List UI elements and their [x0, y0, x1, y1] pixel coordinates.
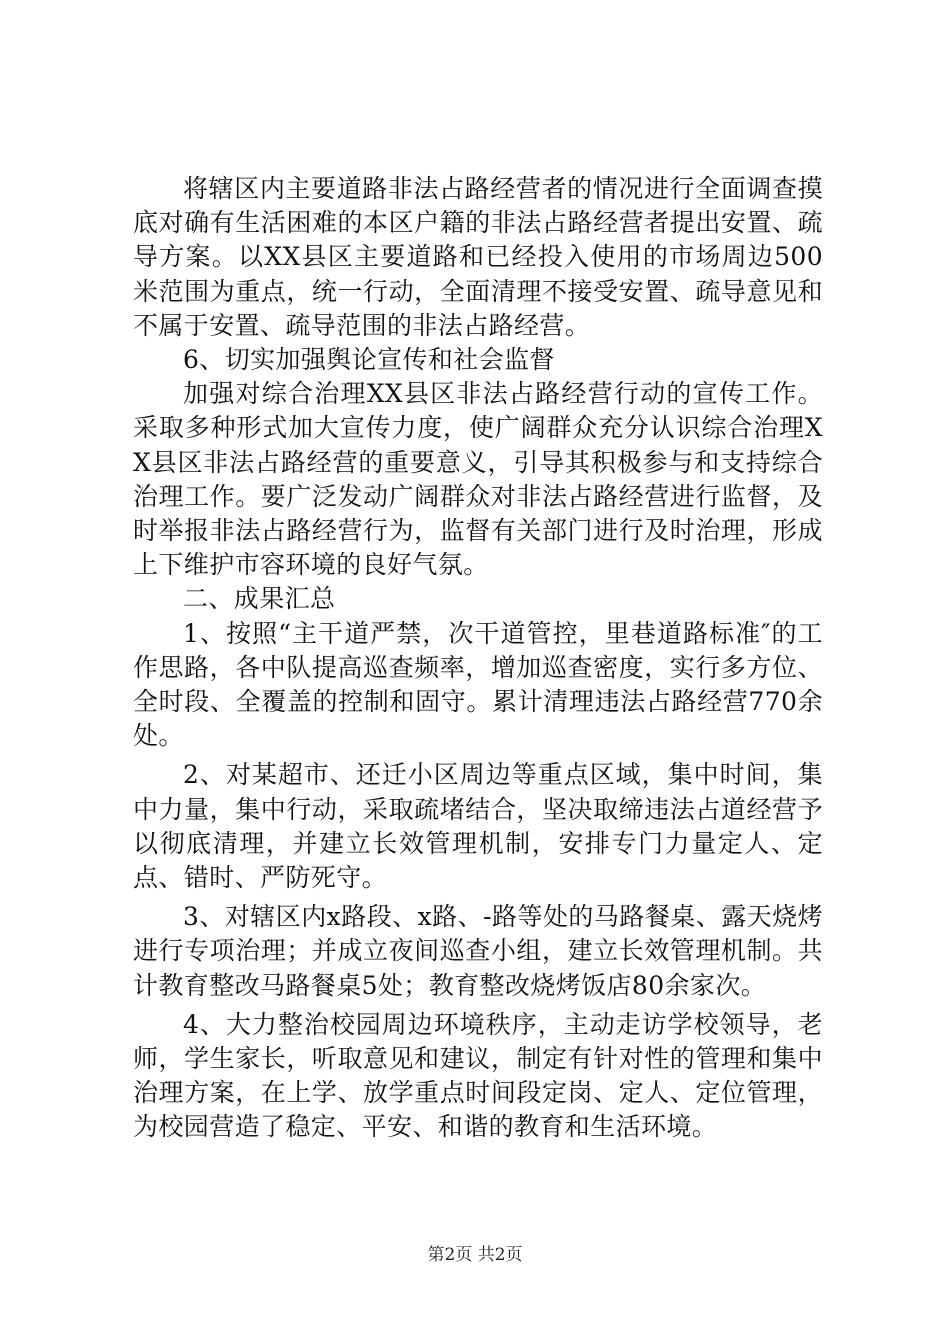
paragraph-result-2: 2、对某超市、还迁小区周边等重点区域，集中时间，集中力量，集中行动，采取疏堵结合，坚决取缔违法占道经营予以彻底清理，并建立长效管理机制，安排专门力量定人、定点、错时、严防死守。 — [133, 760, 823, 893]
paragraph-result-3: 3、对辖区内x路段、x路、-路等处的马路餐桌、露天烧烤进行专项治理；并成立夜间巡查小组，建立长效管理机制。共计教育整改马路餐桌5处；教育整改烧烤饭店80余家次。 — [133, 902, 823, 1000]
page-number-footer: 第2页 共2页 — [427, 1245, 523, 1265]
section-heading-results: 二、成果汇总 — [183, 584, 336, 614]
paragraph-result-4: 4、大力整治校园周边环境秩序，主动走访学校领导，老师，学生家长，听取意见和建议，制定有针对性的管理和集中治理方案，在上学、放学重点时间段定岗、定人、定位管理，为校园营造了稳定、平安、和谐的教育和生活环境。 — [133, 1009, 823, 1142]
paragraph-publicity: 加强对综合治理XX县区非法占路经营行动的宣传工作。采取多种形式加大宣传力度，使广阔群众充分认识综合治理XX县区非法占路经营的重要意义，引导其积极参与和支持综合治理工作。要广泛发动广阔群众对非法占路经营进行监督，及时举报非法占路经营行为，监督有关部门进行及时治理，形成上下维护市容环境的良好气氛。 — [133, 379, 823, 580]
paragraph-survey-and-cleanup: 将辖区内主要道路非法占路经营者的情况进行全面调查摸底对确有生活困难的本区户籍的非法占路经营者提出安置、疏导方案。以XX县区主要道路和已经投入使用的市场周边500米范围为重点，统一行动，全面清理不接受安置、疏导意见和不属于安置、疏导范围的非法占路经营。 — [133, 174, 823, 340]
section-heading-publicity: 6、切实加强舆论宣传和社会监督 — [183, 345, 555, 375]
paragraph-result-1: 1、按照“主干道严禁，次干道管控，里巷道路标准″的工作思路，各中队提高巡查频率，增加巡查密度，实行多方位、全时段、全覆盖的控制和固守。累计清理违法占路经营770余处。 — [133, 618, 823, 751]
document-body — [133, 172, 823, 1145]
